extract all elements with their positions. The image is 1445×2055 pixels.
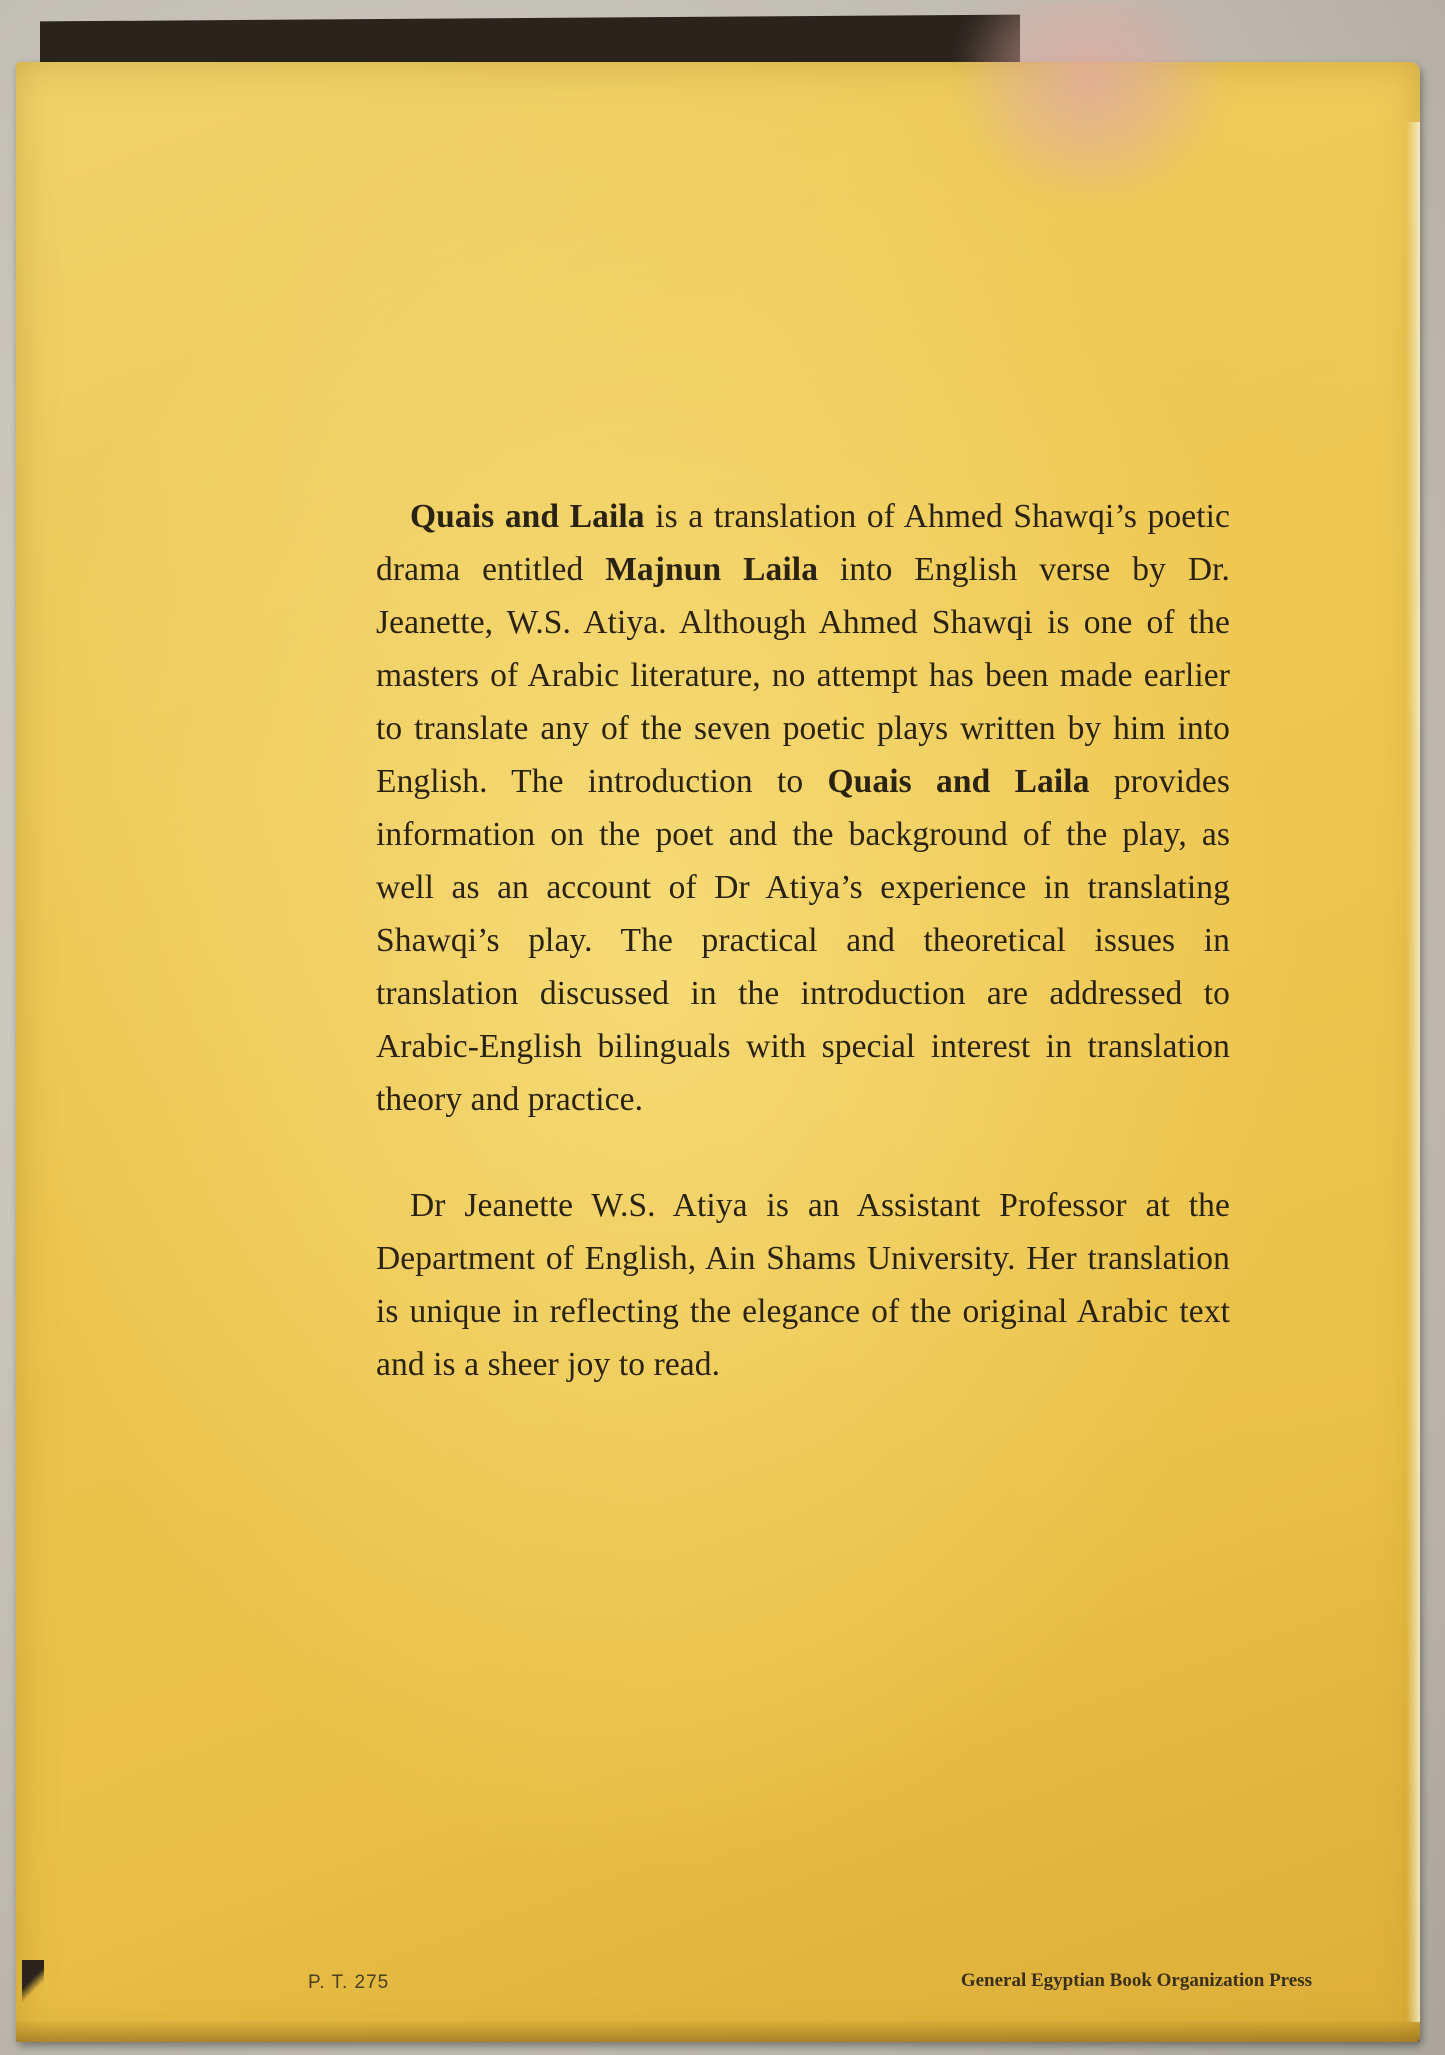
blurb-text — [376, 490, 1230, 1391]
blurb-text-1: is a translation of Ahmed Shawqi’s poetic drama entitled — [376, 498, 1230, 588]
blurb-paragraph-1 — [376, 490, 1230, 1126]
blurb-title-2: Quais and Laila — [827, 763, 1090, 800]
catalog-number: P. T. 275 — [308, 1972, 390, 1993]
cover-right-edge — [1406, 122, 1420, 2022]
blurb-text-3: provides information on the poet and the background of the play, as well as an account of Dr Atiya’s experience in translating Shawqi’s play. The practical and theoretical issues in translation discussed in the introduction are addressed to Arabic-English bilinguals with special interest in translation theory and practice. — [376, 763, 1230, 1118]
finger-blur — [960, 0, 1220, 200]
cover-corner-mark — [22, 1960, 44, 2010]
publisher-imprint: General Egyptian Book Organization Press — [960, 1970, 1312, 1991]
blurb-paragraph-2: Dr Jeanette W.S. Atiya is an Assistant Professor at the Department of English, Ain Shams University. Her translation is unique in reflecting the elegance of the original Arabic text and is a sheer joy to read. — [376, 1187, 1230, 1383]
cover-bottom-shadow — [16, 2020, 1420, 2042]
blurb-title-majnun: Majnun Laila — [605, 551, 819, 588]
blurb-text-2: into English verse by Dr. Jeanette, W.S. Atiya. Although Ahmed Shawqi is one of the masters of Arabic literature, no attempt has been made earlier to translate any of the seven poetic plays written by him into English. The introduction to — [376, 551, 1230, 800]
blurb-title-1: Quais and Laila — [410, 498, 645, 535]
book-back-cover — [16, 62, 1420, 2042]
